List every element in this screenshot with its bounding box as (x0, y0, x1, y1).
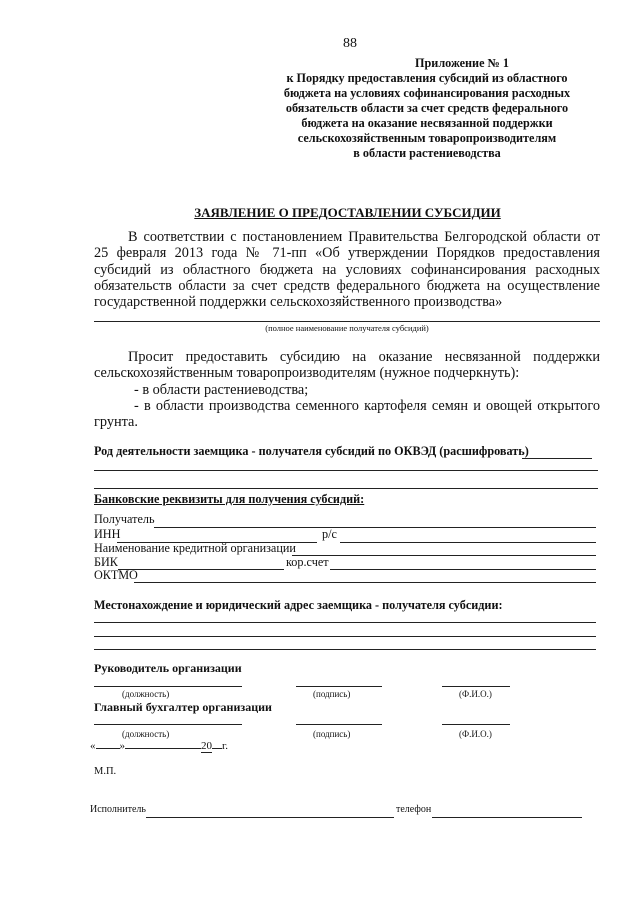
appendix-line: обязательств области за счет средств федерального (285, 101, 569, 115)
head-name-caption: (Ф.И.О.) (459, 689, 492, 699)
appendix-header (262, 56, 592, 161)
oktmo-field[interactable] (134, 582, 596, 583)
phone-field[interactable] (432, 817, 582, 818)
head-position-field[interactable] (94, 686, 242, 687)
okved-field[interactable] (522, 458, 592, 459)
request-paragraph (94, 349, 600, 430)
head-label: Руководитель организации (94, 661, 242, 675)
head-signature-field[interactable] (296, 686, 382, 687)
document-title: ЗАЯВЛЕНИЕ О ПРЕДОСТАВЛЕНИИ СУБСИДИИ (194, 205, 501, 220)
date-open-quote: « (90, 740, 96, 752)
address-label: Местонахождение и юридический адрес заемщика - получателя субсидии: (94, 598, 503, 612)
oktmo-label: ОКТМО (94, 568, 138, 582)
address-field-line[interactable] (94, 649, 596, 650)
appendix-title: Приложение № 1 (415, 56, 509, 70)
option-potato-vegetables[interactable]: - в области производства семенного картофеля семян и овощей открытого грунта. (94, 397, 600, 431)
accountant-signature-caption: (подпись) (313, 729, 351, 739)
inn-label: ИНН (94, 527, 121, 541)
bank-section-title: Банковские реквизиты для получения субсидий: (94, 492, 365, 506)
account-label: р/с (322, 527, 337, 541)
okved-field-line[interactable] (94, 488, 598, 489)
corr-account-field[interactable] (330, 569, 596, 570)
stamp-label: М.П. (94, 766, 117, 777)
recipient-label: Получатель (94, 512, 155, 526)
accountant-signature-field[interactable] (296, 724, 382, 725)
date-close-quote: » (119, 740, 125, 752)
date-year-field[interactable] (212, 748, 222, 749)
intro-paragraph: В соответствии с постановлением Правительства Белгородской области от 25 февраля 2013 года № 71-пп «Об утверждении Порядков предоставления субсидий из областного бюджета на условиях софинансирования расходных обязательств области за счет средств федерального бюджета на осуществление государственной поддержки сельскохозяйственного производства» (94, 229, 600, 311)
chief-accountant-label: Главный бухгалтер организации (94, 700, 272, 714)
appendix-line: сельскохозяйственным товаропроизводителям (297, 131, 557, 145)
appendix-line: к Порядку предоставления субсидий из областного (286, 71, 568, 85)
bik-label: БИК (94, 555, 118, 569)
date-year-abbr: г. (222, 740, 229, 752)
recipient-caption: (полное наименование получателя субсидий) (265, 323, 429, 333)
accountant-name-caption: (Ф.И.О.) (459, 729, 492, 739)
head-signature-caption: (подпись) (313, 689, 351, 699)
date-year-prefix: 20 (201, 740, 212, 752)
bank-name-label: Наименование кредитной организации (94, 541, 296, 555)
accountant-position-field[interactable] (94, 724, 242, 725)
accountant-name-field[interactable] (442, 724, 510, 725)
account-field[interactable] (340, 542, 596, 543)
head-name-field[interactable] (442, 686, 510, 687)
bank-name-field[interactable] (292, 555, 596, 556)
appendix-line: бюджета на оказание несвязанной поддержки (301, 116, 553, 130)
date-month-field[interactable] (125, 748, 201, 749)
phone-label: телефон (396, 804, 432, 815)
executor-label: Исполнитель (90, 804, 146, 815)
bik-field[interactable] (118, 569, 284, 570)
page-number: 88 (343, 36, 357, 51)
recipient-name-line[interactable] (94, 321, 600, 322)
appendix-line: в области растениеводства (353, 146, 501, 160)
date-line[interactable] (90, 740, 228, 752)
address-field-line[interactable] (94, 636, 596, 637)
address-field-line[interactable] (94, 622, 596, 623)
corr-account-label: кор.счет (286, 555, 329, 569)
option-plant-growing[interactable]: - в области растениеводства; (134, 381, 309, 398)
appendix-line: бюджета на условиях софинансирования расходных (283, 86, 571, 100)
request-text: Просит предоставить субсидию на оказание несвязанной поддержки сельскохозяйственным товаропроизводителям (нужное подчеркнуть): (94, 349, 600, 382)
okved-label: Род деятельности заемщика - получателя субсидий по ОКВЭД (расшифровать) (94, 444, 529, 458)
okved-field-line[interactable] (94, 470, 598, 471)
head-position-caption: (должность) (122, 689, 170, 699)
date-day-field[interactable] (96, 748, 120, 749)
executor-field[interactable] (146, 817, 394, 818)
recipient-field[interactable] (154, 527, 596, 528)
accountant-position-caption: (должность) (122, 729, 170, 739)
